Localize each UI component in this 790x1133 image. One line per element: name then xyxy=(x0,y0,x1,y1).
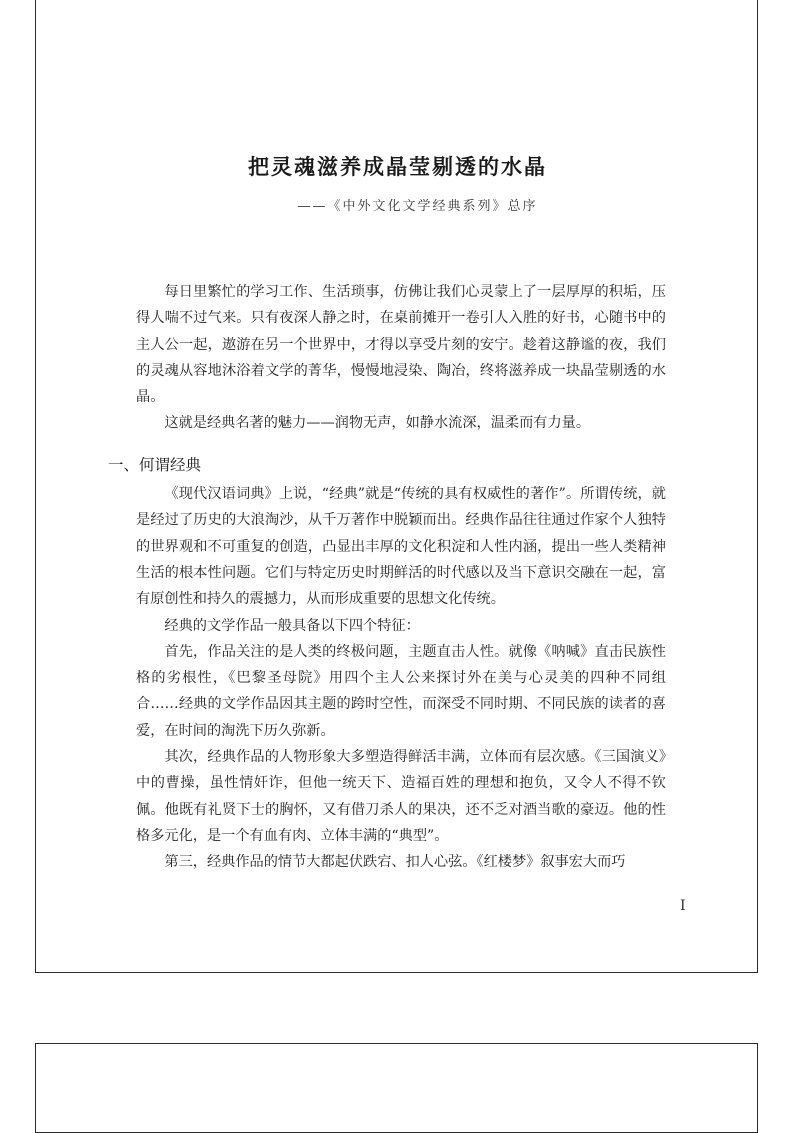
section-paragraph: 《现代汉语词典》上说，“经典”就是“传统的具有权威性的著作”。所谓传统，就是经过了历史的大浪淘沙，从千万著作中脱颖而出。经典作品往往通过作家个人独特的世界观和不可重复的创造，凸显出丰厚的文化积淀和人性内涵，提出一些人类精神生活的根本性问题。它们与特定历史时期鲜活的时代感以及当下意识交融在一起，富有原创性和持久的震撼力，从而形成重要的思想文化传统。 xyxy=(136,486,666,608)
section-paragraph: 第三，经典作品的情节大都起伏跌宕、扣人心弦。《红楼梦》叙事宏大而巧 xyxy=(164,854,626,871)
intro-paragraph: 每日里繁忙的学习工作、生活琐事，仿佛让我们心灵蒙上了一层厚厚的积垢，压得人喘不过气来。只有夜深人静之时，在桌前摊开一卷引人入胜的好书，心随书中的主人公一起，遨游在另一个世界中，才得以享受片刻的安宁。趁着这静谧的夜，我们的灵魂从容地沐浴着文学的菁华，慢慢地浸染、陶冶，终将滋养成一块晶莹剔透的水晶。 xyxy=(136,284,666,406)
document-page xyxy=(35,0,758,973)
section-paragraph: 其次，经典作品的人物形象大多塑造得鲜活丰满，立体而有层次感。《三国演义》中的曹操，虽性情奸诈，但他一统天下、造福百姓的理想和抱负，又令人不得不钦佩。他既有礼贤下士的胸怀，又有借刀杀人的果决，还不乏对酒当歌的豪迈。他的性格多元化，是一个有血有肉、立体丰满的“典型”。 xyxy=(136,749,666,844)
document-body xyxy=(108,279,666,876)
section-paragraph: 首先，作品关注的是人类的终极问题，主题直击人性。就像《呐喊》直击民族性格的劣根性，《巴黎圣母院》用四个主人公来探讨外在美与心灵美的四种不同组合……经典的文学作品因其主题的跨时空性，而深受不同时期、不同民族的读者的喜爱，在时间的淘洗下历久弥新。 xyxy=(136,643,666,739)
document-subtitle: ——《中外文化文学经典系列》总序 xyxy=(297,199,538,214)
section-heading: 一、何谓经典 xyxy=(108,455,202,474)
section-paragraph: 经典的文学作品一般具备以下四个特征： xyxy=(164,617,420,634)
intro-paragraph: 这就是经典名著的魅力——润物无声，如静水流深，温柔而有力量。 xyxy=(164,415,591,432)
next-page xyxy=(35,1043,758,1133)
page-number: I xyxy=(680,898,686,914)
document-title: 把灵魂滋养成晶莹剔透的水晶 xyxy=(248,154,547,179)
